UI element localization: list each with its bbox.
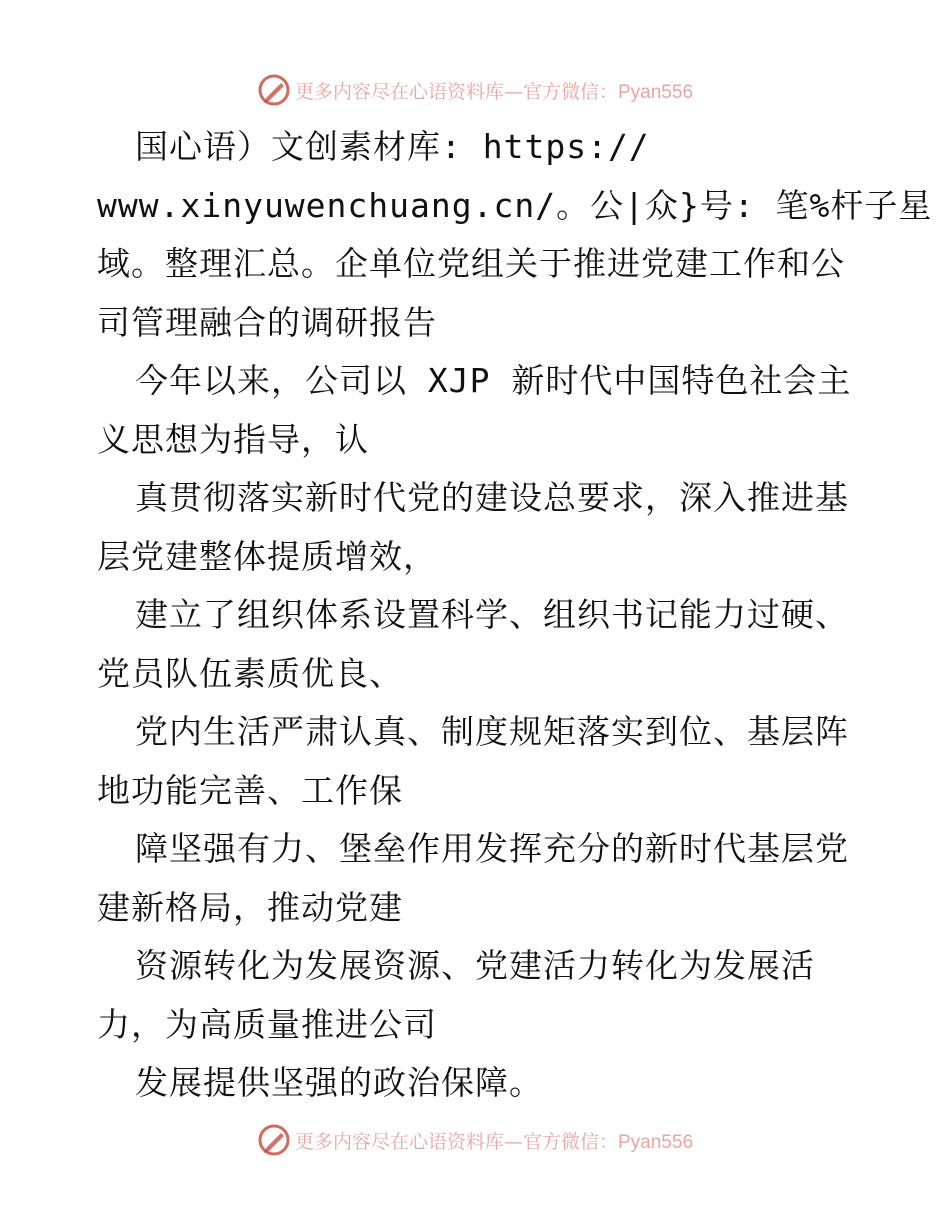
header-watermark xyxy=(0,68,950,112)
text-line: 真贯彻落实新时代党的建设总要求，深入推进基 xyxy=(135,478,849,517)
text-line: 资源转化为发展资源、党建活力转化为发展活 xyxy=(135,946,815,985)
document-body xyxy=(97,118,933,1113)
text-line: 今年以来，公司以 XJP 新时代中国特色社会主 xyxy=(135,361,852,400)
text-line: 党内生活严肃认真、制度规矩落实到位、基层阵 xyxy=(135,712,849,751)
watermark-text: 更多内容尽在心语资料库—官方微信：Pyan556 xyxy=(294,1130,694,1153)
watermark-text: 更多内容尽在心语资料库—官方微信：Pyan556 xyxy=(294,80,694,103)
footer-watermark xyxy=(0,1118,950,1162)
text-line: 建立了组织体系设置科学、组织书记能力过硬、 xyxy=(135,595,849,634)
text-line: www.xinyuwenchuang.cn/。公|众}号: 笔%杆子星 xyxy=(97,185,933,225)
watermark-group xyxy=(257,1123,693,1157)
text-line: 地功能完善、工作保 xyxy=(97,770,403,810)
text-line: 义思想为指导，认 xyxy=(97,419,369,459)
text-line: 建新格局，推动党建 xyxy=(97,887,403,927)
text-line: 发展提供坚强的政治保障。 xyxy=(135,1063,543,1102)
text-line: 障坚强有力、堡垒作用发挥充分的新时代基层党 xyxy=(135,829,849,868)
text-line: 党员队伍素质优良、 xyxy=(97,653,403,693)
text-line: 司管理融合的调研报告 xyxy=(97,302,437,342)
text-line: 层党建整体提质增效， xyxy=(97,536,437,576)
text-line: 国心语）文创素材库: https:// xyxy=(135,127,650,166)
watermark-group xyxy=(257,73,693,107)
pen-circle-icon xyxy=(257,73,291,107)
pen-circle-icon xyxy=(257,1123,291,1157)
text-line: 域。整理汇总。企单位党组关于推进党建工作和公 xyxy=(97,244,845,283)
text-line: 力，为高质量推进公司 xyxy=(97,1004,437,1044)
